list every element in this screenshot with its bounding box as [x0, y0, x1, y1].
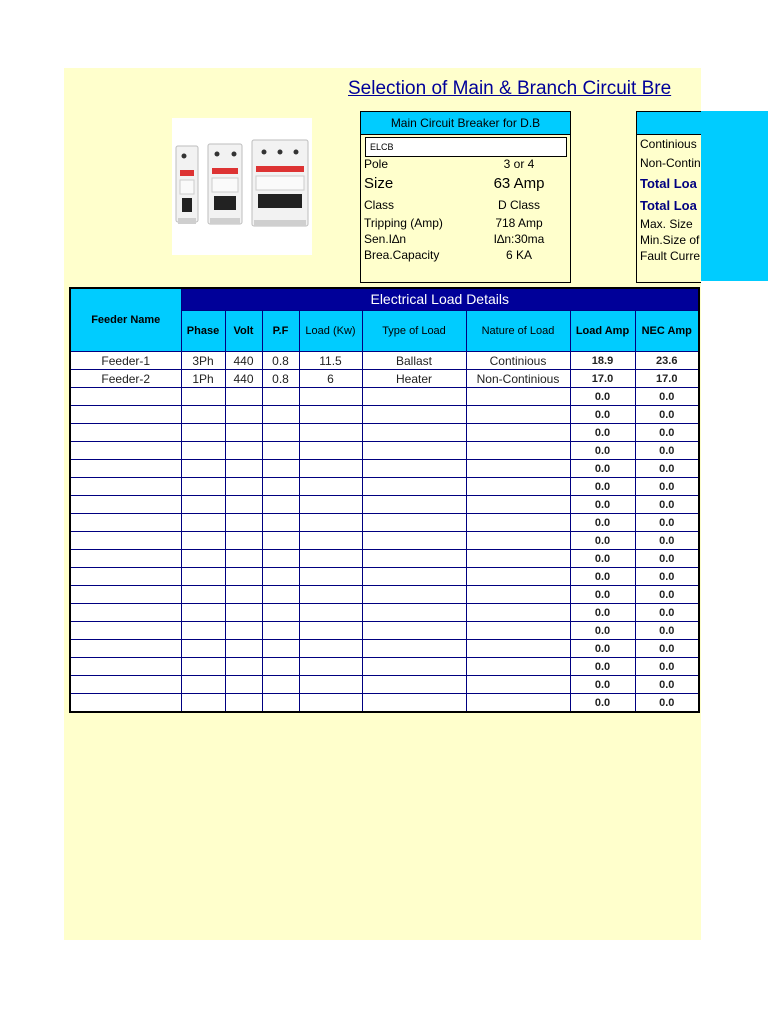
table-cell[interactable]: 0.0	[635, 514, 699, 532]
table-cell[interactable]	[181, 532, 225, 550]
table-cell[interactable]	[181, 424, 225, 442]
table-cell[interactable]: 18.9	[570, 352, 635, 370]
table-cell[interactable]	[181, 622, 225, 640]
table-cell[interactable]	[181, 406, 225, 424]
table-cell[interactable]: 0.0	[570, 442, 635, 460]
feeder-name-header[interactable]: Feeder Name	[70, 288, 181, 352]
table-cell[interactable]: 0.0	[570, 694, 635, 713]
table-cell[interactable]	[362, 442, 466, 460]
table-cell[interactable]	[299, 640, 362, 658]
table-cell[interactable]: 0.0	[570, 406, 635, 424]
table-cell[interactable]	[225, 442, 262, 460]
table-cell[interactable]: Continious	[466, 352, 570, 370]
table-cell[interactable]	[225, 550, 262, 568]
circuit-breaker-photo	[172, 118, 312, 255]
mcb-value: 63 Amp	[493, 175, 545, 192]
table-cell[interactable]: 17.0	[635, 370, 699, 388]
table-cell[interactable]: 0.0	[635, 694, 699, 713]
table-cell[interactable]	[299, 478, 362, 496]
table-cell[interactable]	[225, 694, 262, 713]
table-cell[interactable]	[181, 460, 225, 478]
table-row	[70, 460, 699, 478]
table-cell[interactable]	[466, 604, 570, 622]
table-cell[interactable]: 440	[225, 370, 262, 388]
table-cell[interactable]: 0.0	[570, 550, 635, 568]
table-cell[interactable]	[70, 460, 181, 478]
table-cell[interactable]	[181, 568, 225, 586]
table-cell[interactable]: 0.0	[570, 658, 635, 676]
mcb-label: Brea.Capacity	[364, 248, 440, 262]
table-cell[interactable]	[299, 496, 362, 514]
breaker-type-field[interactable]: ELCB	[365, 137, 567, 157]
table-cell[interactable]: 0.0	[570, 388, 635, 406]
table-cell[interactable]: 0.0	[570, 640, 635, 658]
table-cell[interactable]: Non-Continious	[466, 370, 570, 388]
table-cell[interactable]	[262, 550, 299, 568]
table-cell[interactable]	[362, 424, 466, 442]
table-cell[interactable]	[362, 604, 466, 622]
table-row	[70, 352, 699, 370]
table-cell[interactable]: 0.8	[262, 352, 299, 370]
mcb-value: 6 KA	[505, 248, 532, 262]
table-cell[interactable]	[70, 658, 181, 676]
table-cell[interactable]	[262, 460, 299, 478]
table-cell[interactable]	[225, 586, 262, 604]
table-cell[interactable]	[362, 514, 466, 532]
table-cell[interactable]	[225, 460, 262, 478]
table-cell[interactable]: 0.0	[635, 496, 699, 514]
table-cell[interactable]	[225, 532, 262, 550]
table-cell[interactable]	[262, 568, 299, 586]
mcb-value: 718 Amp	[495, 216, 543, 230]
table-cell[interactable]	[362, 496, 466, 514]
table-cell[interactable]: 0.0	[570, 622, 635, 640]
table-cell[interactable]	[466, 442, 570, 460]
table-cell[interactable]	[362, 460, 466, 478]
table-cell[interactable]	[362, 694, 466, 713]
table-cell[interactable]: 3Ph	[181, 352, 225, 370]
table-cell[interactable]	[299, 658, 362, 676]
table-cell[interactable]	[466, 424, 570, 442]
column-header[interactable]: P.F	[262, 310, 299, 351]
table-cell[interactable]	[225, 676, 262, 694]
table-cell[interactable]	[466, 406, 570, 424]
table-cell[interactable]	[262, 640, 299, 658]
table-cell[interactable]: 0.0	[570, 496, 635, 514]
table-cell[interactable]	[466, 496, 570, 514]
table-cell[interactable]	[70, 514, 181, 532]
table-cell[interactable]	[466, 694, 570, 713]
table-cell[interactable]	[70, 676, 181, 694]
table-cell[interactable]	[299, 460, 362, 478]
table-cell[interactable]	[466, 388, 570, 406]
table-cell[interactable]	[262, 424, 299, 442]
table-cell[interactable]: 0.0	[635, 604, 699, 622]
table-cell[interactable]	[299, 622, 362, 640]
table-row	[70, 568, 699, 586]
table-row	[70, 640, 699, 658]
mcb-label: Class	[364, 198, 395, 212]
circuit-breaker-image	[172, 118, 312, 255]
table-cell[interactable]: Ballast	[362, 352, 466, 370]
table-cell[interactable]	[466, 478, 570, 496]
table-cell[interactable]	[362, 622, 466, 640]
table-cell[interactable]	[181, 478, 225, 496]
table-row	[70, 514, 699, 532]
table-cell[interactable]: Feeder-2	[70, 370, 181, 388]
table-cell[interactable]	[70, 550, 181, 568]
table-cell[interactable]	[466, 640, 570, 658]
table-cell[interactable]: 0.0	[635, 442, 699, 460]
table-cell[interactable]	[70, 586, 181, 604]
table-cell[interactable]: Feeder-1	[70, 352, 181, 370]
table-cell[interactable]	[466, 514, 570, 532]
table-row	[70, 550, 699, 568]
table-cell[interactable]: 0.0	[635, 586, 699, 604]
table-cell[interactable]: 0.0	[635, 658, 699, 676]
table-cell[interactable]: 0.0	[570, 532, 635, 550]
panel-header-extension	[701, 111, 768, 281]
mcb-label: Size	[364, 175, 394, 192]
table-cell[interactable]	[225, 388, 262, 406]
table-cell[interactable]	[299, 676, 362, 694]
table-cell[interactable]	[262, 586, 299, 604]
table-cell[interactable]	[70, 622, 181, 640]
mcb-value: I∆n:30ma	[493, 232, 545, 246]
table-cell[interactable]: 11.5	[299, 352, 362, 370]
table-cell[interactable]	[70, 568, 181, 586]
table-cell[interactable]	[225, 424, 262, 442]
table-cell[interactable]	[299, 586, 362, 604]
table-cell[interactable]	[70, 496, 181, 514]
table-cell[interactable]: 17.0	[570, 370, 635, 388]
table-cell[interactable]	[299, 694, 362, 713]
table-cell[interactable]	[225, 604, 262, 622]
table-cell[interactable]: 0.8	[262, 370, 299, 388]
table-cell[interactable]	[225, 478, 262, 496]
table-cell[interactable]: 0.0	[570, 604, 635, 622]
table-cell[interactable]: 0.0	[635, 388, 699, 406]
column-header[interactable]: NEC Amp	[635, 310, 699, 351]
load-summary-panel	[636, 111, 701, 283]
table-cell[interactable]	[181, 514, 225, 532]
table-row	[70, 694, 699, 713]
table-cell[interactable]	[225, 568, 262, 586]
table-cell[interactable]: 0.0	[635, 532, 699, 550]
table-cell[interactable]	[362, 658, 466, 676]
table-cell[interactable]	[362, 640, 466, 658]
table-cell[interactable]	[299, 514, 362, 532]
table-cell[interactable]	[262, 694, 299, 713]
table-cell[interactable]	[225, 658, 262, 676]
table-cell[interactable]	[262, 676, 299, 694]
summary-row-total: Total Loa	[640, 198, 697, 213]
table-row	[70, 604, 699, 622]
table-cell[interactable]	[299, 388, 362, 406]
table-cell[interactable]	[466, 676, 570, 694]
table-cell[interactable]	[262, 496, 299, 514]
table-cell[interactable]	[225, 406, 262, 424]
table-cell[interactable]	[70, 478, 181, 496]
column-header[interactable]: Phase	[181, 310, 225, 351]
table-cell[interactable]	[262, 478, 299, 496]
table-cell[interactable]	[362, 676, 466, 694]
load-details-header: Electrical Load Details	[181, 288, 699, 310]
mcb-label: Sen.I∆n	[364, 232, 407, 246]
table-cell[interactable]: 0.0	[635, 406, 699, 424]
column-header[interactable]: Nature of Load	[466, 310, 570, 351]
table-row	[70, 622, 699, 640]
table-cell[interactable]	[181, 676, 225, 694]
table-row	[70, 586, 699, 604]
table-cell[interactable]	[262, 442, 299, 460]
table-cell[interactable]	[70, 442, 181, 460]
table-cell[interactable]	[362, 406, 466, 424]
table-cell[interactable]	[362, 532, 466, 550]
table-row	[70, 424, 699, 442]
mcb-label: Tripping (Amp)	[364, 216, 443, 230]
summary-row: Fault Curre	[640, 249, 701, 263]
table-cell[interactable]: 0.0	[570, 460, 635, 478]
table-cell[interactable]	[299, 532, 362, 550]
table-row	[70, 496, 699, 514]
page-title: Selection of Main & Branch Circuit Bre	[348, 78, 672, 99]
table-cell[interactable]: 0.0	[635, 424, 699, 442]
table-cell[interactable]	[70, 424, 181, 442]
table-cell[interactable]	[262, 604, 299, 622]
table-cell[interactable]	[181, 496, 225, 514]
table-cell[interactable]	[225, 622, 262, 640]
table-cell[interactable]: 0.0	[570, 514, 635, 532]
mcb-label: Pole	[364, 157, 389, 171]
table-row	[70, 406, 699, 424]
table-cell[interactable]	[181, 586, 225, 604]
table-cell[interactable]	[181, 388, 225, 406]
table-cell[interactable]	[70, 532, 181, 550]
table-cell[interactable]	[262, 514, 299, 532]
load-summary-header	[637, 112, 701, 135]
table-cell[interactable]	[262, 406, 299, 424]
table-cell[interactable]	[362, 388, 466, 406]
table-cell[interactable]: 1Ph	[181, 370, 225, 388]
table-cell[interactable]	[362, 586, 466, 604]
table-cell[interactable]	[362, 568, 466, 586]
table-cell[interactable]	[225, 640, 262, 658]
table-row	[70, 388, 699, 406]
column-header[interactable]: Load Amp	[570, 310, 635, 351]
table-cell[interactable]: 0.0	[635, 478, 699, 496]
table-cell[interactable]	[181, 658, 225, 676]
table-cell[interactable]	[262, 532, 299, 550]
table-cell[interactable]: 0.0	[570, 676, 635, 694]
table-cell[interactable]	[70, 406, 181, 424]
table-cell[interactable]: 0.0	[635, 460, 699, 478]
table-cell[interactable]	[466, 460, 570, 478]
table-cell[interactable]	[70, 604, 181, 622]
table-cell[interactable]	[466, 586, 570, 604]
table-row	[70, 442, 699, 460]
table-cell[interactable]: 23.6	[635, 352, 699, 370]
table-cell[interactable]	[262, 658, 299, 676]
table-cell[interactable]: 0.0	[635, 568, 699, 586]
table-row	[70, 676, 699, 694]
table-cell[interactable]	[362, 550, 466, 568]
table-cell[interactable]	[299, 550, 362, 568]
table-cell[interactable]: 0.0	[635, 640, 699, 658]
table-row	[70, 478, 699, 496]
table-row	[70, 658, 699, 676]
main-breaker-header: Main Circuit Breaker for D.B	[361, 112, 570, 135]
table-row	[70, 532, 699, 550]
table-cell[interactable]: 0.0	[570, 586, 635, 604]
table-cell[interactable]	[225, 514, 262, 532]
table-cell[interactable]	[299, 406, 362, 424]
table-cell[interactable]	[299, 568, 362, 586]
table-cell[interactable]	[466, 658, 570, 676]
table-cell[interactable]	[299, 604, 362, 622]
summary-row: Non-Contin	[640, 156, 701, 170]
table-cell[interactable]: 0.0	[635, 622, 699, 640]
mcb-value: D Class	[497, 198, 540, 212]
table-cell[interactable]	[70, 388, 181, 406]
summary-row: Continious	[640, 137, 697, 151]
table-cell[interactable]	[466, 550, 570, 568]
table-cell[interactable]: 6	[299, 370, 362, 388]
table-cell[interactable]	[225, 496, 262, 514]
spreadsheet-page	[64, 68, 701, 940]
table-cell[interactable]	[466, 532, 570, 550]
table-cell[interactable]: 440	[225, 352, 262, 370]
table-cell[interactable]	[181, 550, 225, 568]
table-cell[interactable]: 0.0	[635, 676, 699, 694]
table-cell[interactable]	[466, 622, 570, 640]
summary-row: Max. Size	[640, 217, 693, 231]
table-cell[interactable]	[181, 640, 225, 658]
summary-row: Min.Size of	[640, 233, 700, 247]
table-cell[interactable]: 0.0	[570, 568, 635, 586]
table-cell[interactable]	[70, 640, 181, 658]
table-cell[interactable]	[181, 604, 225, 622]
table-cell[interactable]	[262, 622, 299, 640]
table-cell[interactable]	[466, 568, 570, 586]
table-row	[70, 370, 699, 388]
column-header[interactable]: Type of Load	[362, 310, 466, 351]
table-cell[interactable]: 0.0	[570, 424, 635, 442]
table-cell[interactable]	[181, 442, 225, 460]
summary-row-total: Total Loa	[640, 176, 697, 191]
table-cell[interactable]	[299, 442, 362, 460]
column-header[interactable]: Volt	[225, 310, 262, 351]
column-header[interactable]: Load (Kw)	[299, 310, 362, 351]
electrical-load-table	[69, 287, 700, 713]
table-cell[interactable]	[181, 694, 225, 713]
table-cell[interactable]	[362, 478, 466, 496]
table-cell[interactable]	[299, 424, 362, 442]
table-body	[70, 352, 699, 713]
mcb-value: 3 or 4	[503, 157, 535, 171]
table-cell[interactable]: Heater	[362, 370, 466, 388]
table-cell[interactable]	[262, 388, 299, 406]
main-breaker-panel	[360, 111, 571, 283]
table-cell[interactable]: 0.0	[635, 550, 699, 568]
table-cell[interactable]	[70, 694, 181, 713]
table-cell[interactable]: 0.0	[570, 478, 635, 496]
